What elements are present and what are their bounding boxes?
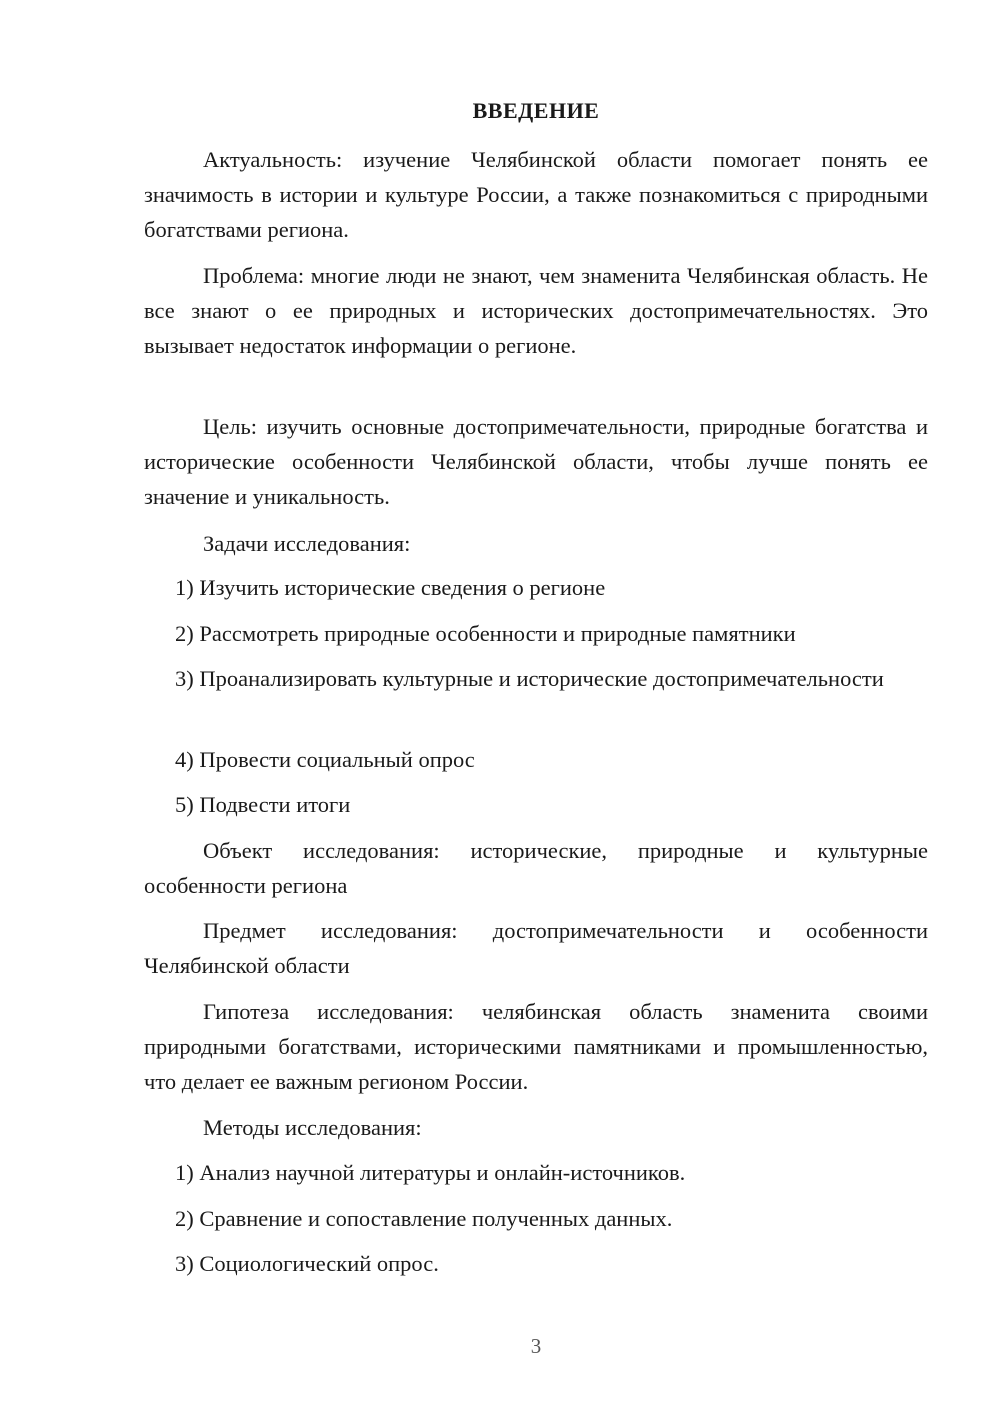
paragraph-hypothesis: Гипотеза исследования: челябинская область знаменита своими природными богатствами, историческими памятниками и промышленностью, что делает ее важным регионом России. — [144, 999, 928, 1094]
paragraph-actuality: Актуальность: изучение Челябинской области помогает понять ее значимость в истории и культуре России, а также познакомиться с природными богатствами региона. — [144, 147, 928, 242]
task-item-2: 2) Рассмотреть природные особенности и природные памятники — [175, 621, 796, 646]
task-item-3: 3) Проанализировать культурные и исторические достопримечательности — [175, 666, 884, 691]
section-heading: ВВЕДЕНИЕ — [472, 98, 600, 123]
method-item-2: 2) Сравнение и сопоставление полученных данных. — [175, 1206, 673, 1231]
paragraph-goal: Цель: изучить основные достопримечательности, природные богатства и исторические особенности Челябинской области, чтобы лучше понять ее значение и уникальность. — [144, 414, 928, 509]
task-item-5: 5) Подвести итоги — [175, 792, 351, 817]
method-item-3: 3) Социологический опрос. — [175, 1251, 439, 1276]
task-item-4: 4) Провести социальный опрос — [175, 747, 475, 772]
paragraph-object: Объект исследования: исторические, природные и культурные особенности региона — [144, 838, 928, 898]
tasks-title: Задачи исследования: — [203, 531, 411, 556]
paragraph-subject: Предмет исследования: достопримечательности и особенности Челябинской области — [144, 918, 928, 978]
page-number: 3 — [530, 1334, 542, 1358]
task-item-1: 1) Изучить исторические сведения о регионе — [175, 575, 606, 600]
methods-title: Методы исследования: — [203, 1115, 422, 1140]
method-item-1: 1) Анализ научной литературы и онлайн-источников. — [175, 1160, 686, 1185]
paragraph-problem: Проблема: многие люди не знают, чем знаменита Челябинская область. Не все знают о ее природных и исторических достопримечательностях. Это вызывает недостаток информации о регионе. — [144, 263, 928, 358]
